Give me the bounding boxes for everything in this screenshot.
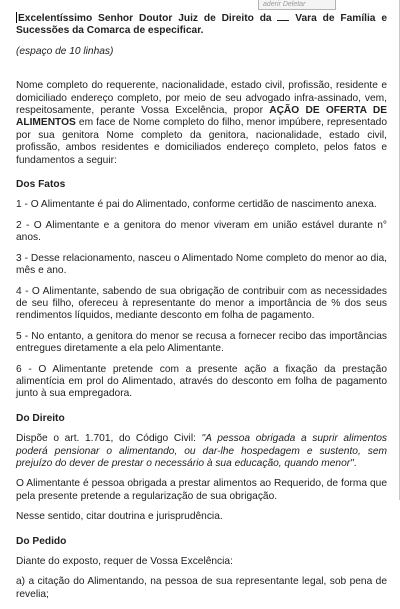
intro-paragraph [16, 80, 387, 167]
law-quote: "A pessoa obrigada a suprir alimentos poderá pensionar o alimentando, ou dar-lhe hospedagem e sustento, sem prejuízo do dever de prestar o necessário à sua educação, quando menor" [16, 433, 387, 469]
intro-text-2: em face de Nome completo do filho, menor impúbere, representado por sua genitora Nome completo da genitora, nacionalidade, estado civil, profissão, ambos residentes e domiciliados endereço completo, pelos fatos e fundamentos a seguir: [16, 117, 387, 166]
fact-item: 5 - No entanto, a genitora do menor se recusa a fornecer recibo das importâncias entregues diretamente a ela pelo Alimentante. [16, 330, 387, 355]
action-title: AÇÃO DE OFERTA DE ALIMENTOS [16, 105, 387, 129]
fact-item: 4 - O Alimentante, sabendo de sua obrigação de contribuir com as necessidades de seu filho, ofereceu à representante do menor a importância de % dos seus rendimentos líquidos, mediante desconto em folha de pagamento. [16, 285, 387, 322]
fact-item: 3 - Desse relacionamento, nasceu o Alimentado Nome completo do menor ao dia, mês e ano. [16, 252, 387, 277]
title-part-1: Excelentíssimo Senhor Doutor Juiz de Direito da [18, 13, 278, 24]
fact-item: 1 - O Alimentante é pai do Alimentado, conforme certidão de nascimento anexa. [16, 199, 377, 211]
fact-item: 2 - O Alimentante e a genitora do menor viveram em união estável durante n° anos. [16, 219, 387, 244]
law-paragraph [16, 433, 387, 470]
law-text: Dispõe o art. 1.701, do Código Civil: [16, 433, 202, 445]
text-cursor [16, 12, 17, 23]
document-body [16, 11, 387, 609]
law-paragraph-3: Nesse sentido, citar doutrina e jurisprudência. [16, 511, 223, 523]
request-intro: Diante do exposto, requer de Vossa Excelência: [16, 556, 233, 567]
law-quote-end: . [353, 457, 357, 469]
fact-item: 6 - O Alimentante pretende com a presente ação a fixação da prestação alimentícia em prol do Alimentado, através do desconto em folha de pagamento junto à sua empregadora. [16, 363, 387, 400]
facts-heading: Dos Fatos [16, 179, 66, 191]
spacing-note: (espaço de 10 linhas) [16, 45, 114, 57]
request-heading: Do Pedido [16, 535, 67, 547]
document-title [16, 11, 387, 38]
intro-text-1: Nome completo do requerente, nacionalidade, estado civil, profissão, residente e domiciliado endereço completo, por meio de seu advogado infra-assinado, vem, respeitosamente, perante Vossa Excelência, propor [16, 80, 387, 117]
request-item: a) a citação do Alimentando, na pessoa de sua representante legal, sob pena de revelia; [16, 576, 387, 600]
blank-field[interactable] [277, 11, 289, 21]
toolbar-tab[interactable]: aderir Deletar [258, 0, 336, 10]
law-paragraph-2: O Alimentante é pessoa obrigada a prestar alimentos ao Requerido, de forma que pela presente pretende a regularização de sua obrigação. [16, 478, 387, 502]
title-part-2: Vara de Família e Sucessões da Comarca de especificar. [16, 13, 387, 37]
law-heading: Do Direito [16, 412, 65, 424]
